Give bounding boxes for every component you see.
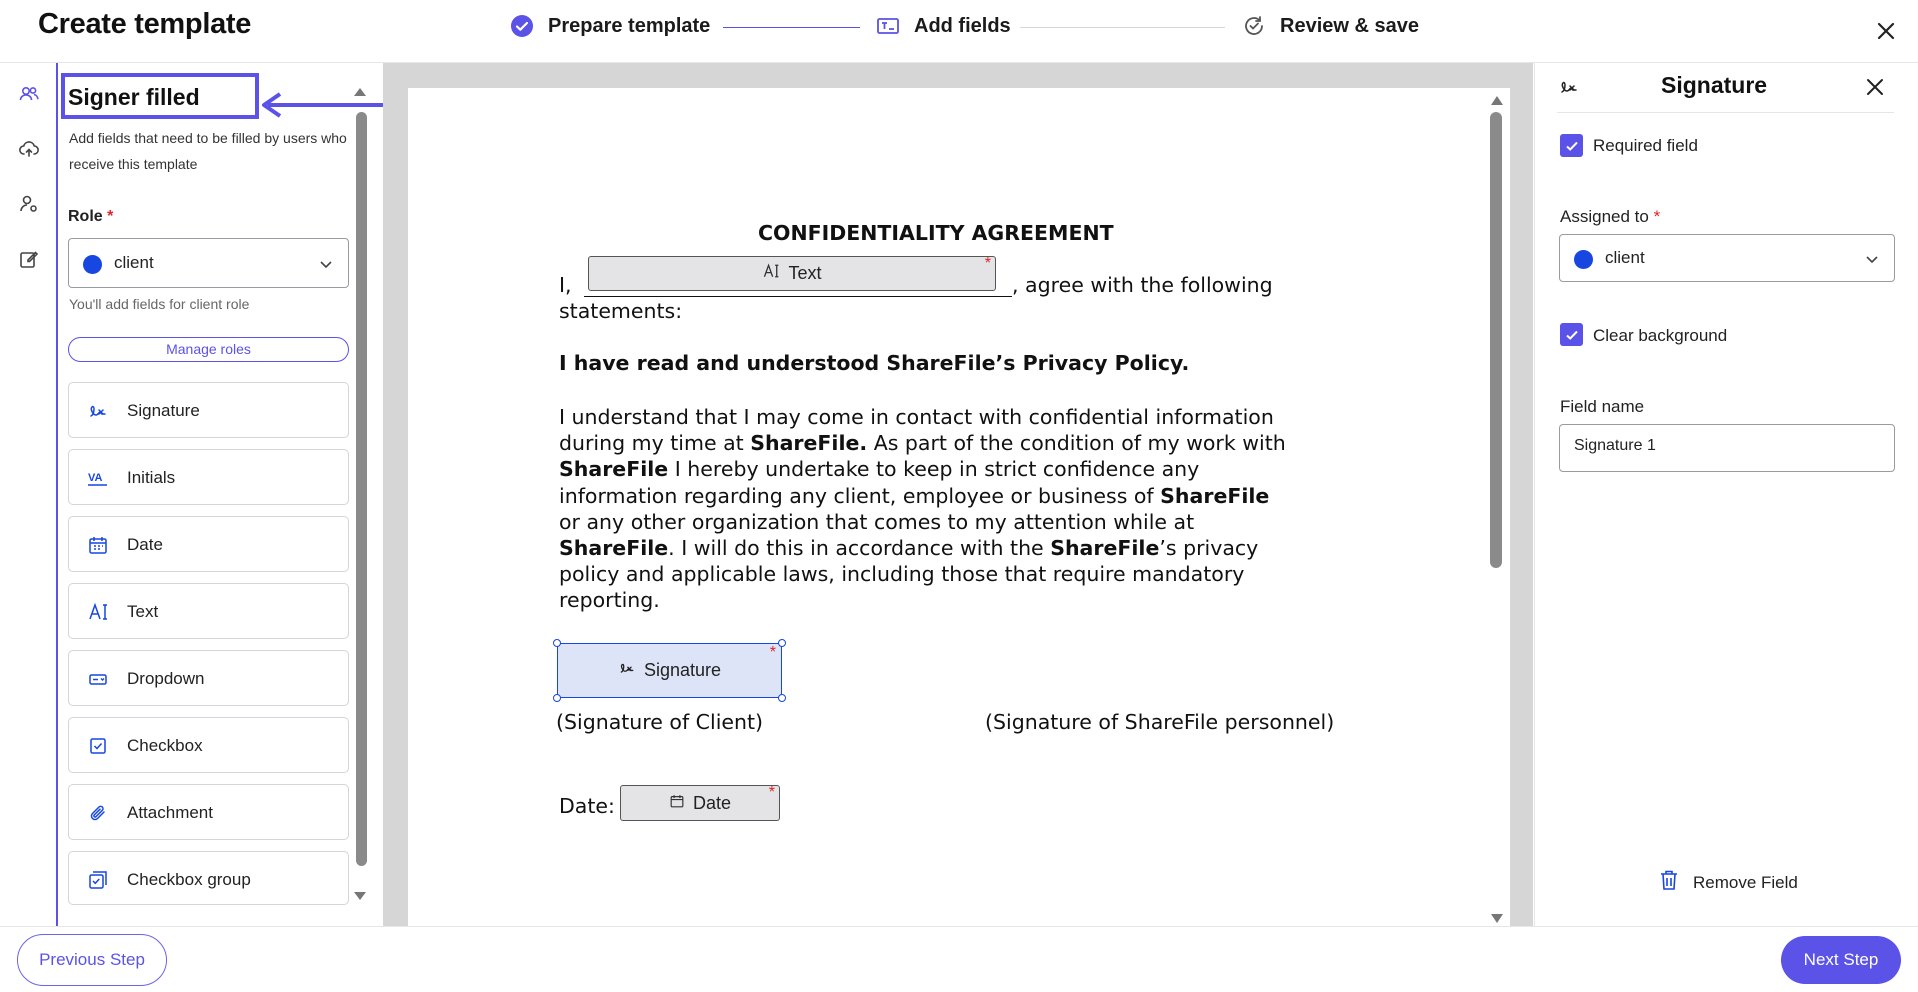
fields-scrollbar-thumb[interactable]: [356, 112, 367, 866]
date-field-placed[interactable]: Date *: [620, 785, 780, 821]
document-line: statements:: [559, 299, 683, 323]
panel-description: Add fields that need to be filled by users who receive this template: [69, 130, 347, 172]
user-settings-icon[interactable]: [18, 193, 40, 215]
left-icon-rail: [0, 63, 58, 926]
document-bold-statement: I have read and understood ShareFile’s Privacy Policy.: [559, 351, 1190, 375]
signature-client-caption: (Signature of Client): [556, 710, 764, 734]
step-label: Review & save: [1280, 14, 1419, 37]
step-connector: [1020, 27, 1225, 28]
page-title: Create template: [38, 8, 252, 40]
remove-field-label: Remove Field: [1693, 872, 1798, 892]
calendar-icon: [87, 534, 109, 556]
previous-step-button[interactable]: Previous Step: [17, 934, 167, 986]
required-field-label: Required field: [1593, 136, 1698, 155]
document-line: , agree with the following: [1012, 273, 1273, 297]
field-initials[interactable]: [68, 449, 349, 505]
svg-text:VA: VA: [88, 472, 103, 484]
field-name-label: Field name: [1560, 397, 1645, 416]
resize-handle[interactable]: [553, 639, 561, 647]
field-label: Dropdown: [127, 669, 205, 688]
scroll-up-icon[interactable]: [1491, 93, 1503, 111]
properties-panel: [1534, 63, 1918, 926]
divider: [1557, 112, 1894, 113]
role-select[interactable]: [68, 238, 349, 288]
close-icon[interactable]: [1862, 74, 1888, 105]
dropdown-icon: [87, 668, 109, 690]
bottom-bar: [0, 926, 1918, 992]
step-review-save[interactable]: [1242, 14, 1419, 38]
edit-icon[interactable]: [18, 248, 40, 270]
role-hint: You'll add fields for client role: [69, 296, 250, 312]
signature-personnel-caption: (Signature of ShareFile personnel): [985, 710, 1335, 734]
document-scrollbar-thumb[interactable]: [1490, 112, 1502, 568]
resize-handle[interactable]: [553, 694, 561, 702]
field-signature[interactable]: [68, 382, 349, 438]
resize-handle[interactable]: [778, 694, 786, 702]
text-field-placed[interactable]: Text *: [588, 256, 996, 291]
check-circle-icon: [510, 14, 534, 38]
role-label: Role *: [68, 208, 114, 225]
document-heading: CONFIDENTIALITY AGREEMENT: [758, 221, 1114, 245]
checkbox-group-icon: [87, 869, 109, 891]
role-color-dot: [83, 255, 102, 274]
resize-handle[interactable]: [778, 639, 786, 647]
field-label: Checkbox group: [127, 870, 251, 889]
manage-roles-button[interactable]: Manage roles: [68, 337, 349, 362]
field-label: Text: [127, 602, 159, 621]
signature-icon: [1558, 76, 1580, 103]
field-label: Initials: [127, 468, 176, 487]
signature-field-selected[interactable]: Signature *: [557, 643, 782, 698]
step-label: Add fields: [914, 14, 1011, 37]
field-dropdown[interactable]: [68, 650, 349, 706]
step-label: Prepare template: [548, 14, 711, 37]
cloud-upload-icon[interactable]: [18, 138, 40, 160]
refresh-icon: [1242, 14, 1266, 38]
chevron-down-icon: [1864, 251, 1880, 267]
field-label: Attachment: [127, 803, 213, 822]
field-label: Date: [127, 535, 163, 554]
step-connector: [723, 27, 860, 28]
remove-field-button[interactable]: [1657, 868, 1798, 897]
trash-icon: [1657, 868, 1681, 897]
field-attachment[interactable]: [68, 784, 349, 840]
assigned-to-select[interactable]: [1559, 234, 1895, 282]
role-value: client: [114, 253, 154, 272]
close-icon[interactable]: [1872, 17, 1900, 45]
required-field-checkbox[interactable]: [1560, 134, 1583, 157]
panel-title: Signer filled: [68, 84, 200, 110]
field-text[interactable]: [68, 583, 349, 639]
clear-background-label: Clear background: [1593, 326, 1728, 345]
field-date[interactable]: [68, 516, 349, 572]
text-field-icon: [876, 14, 900, 38]
field-checkbox-group[interactable]: [68, 851, 349, 905]
signature-icon: [618, 659, 636, 682]
text-icon: [762, 262, 780, 285]
field-checkbox[interactable]: [68, 717, 349, 773]
properties-title: Signature: [1661, 72, 1768, 98]
document-line: I,: [559, 273, 572, 297]
fill-line: [584, 296, 1012, 297]
assigned-to-label: Assigned to *: [1560, 207, 1661, 226]
initials-icon: [87, 467, 109, 489]
field-label: Checkbox: [127, 736, 203, 755]
role-color-dot: [1574, 250, 1593, 269]
field-label: Signature: [127, 401, 200, 420]
calendar-icon: [669, 793, 685, 814]
document-paragraph: I understand that I may come in contact with confidential information during my time at ShareFile. As part of the condition of my work with ShareFile I hereby undertake to keep in strict confidence any information regarding any client, employee or business of ShareFile or any other organization that comes to my attention while at ShareFile. I will do this in accordance with the ShareFile’s privacy policy and applicable laws, including those that require mandatory reporting.: [559, 405, 1286, 613]
clear-background-checkbox[interactable]: [1560, 323, 1583, 346]
assigned-value: client: [1605, 248, 1645, 267]
text-icon: [87, 601, 109, 623]
signature-icon: [87, 400, 109, 422]
step-prepare-template[interactable]: [510, 14, 710, 38]
checkbox-icon: [87, 735, 109, 757]
paperclip-icon: [87, 802, 109, 824]
users-icon[interactable]: [18, 83, 40, 105]
chevron-down-icon: [318, 256, 334, 272]
next-step-button[interactable]: Next Step: [1781, 936, 1901, 984]
field-name-input[interactable]: Signature 1: [1559, 424, 1895, 472]
step-add-fields[interactable]: [876, 14, 1011, 38]
date-label: Date:: [559, 794, 615, 818]
